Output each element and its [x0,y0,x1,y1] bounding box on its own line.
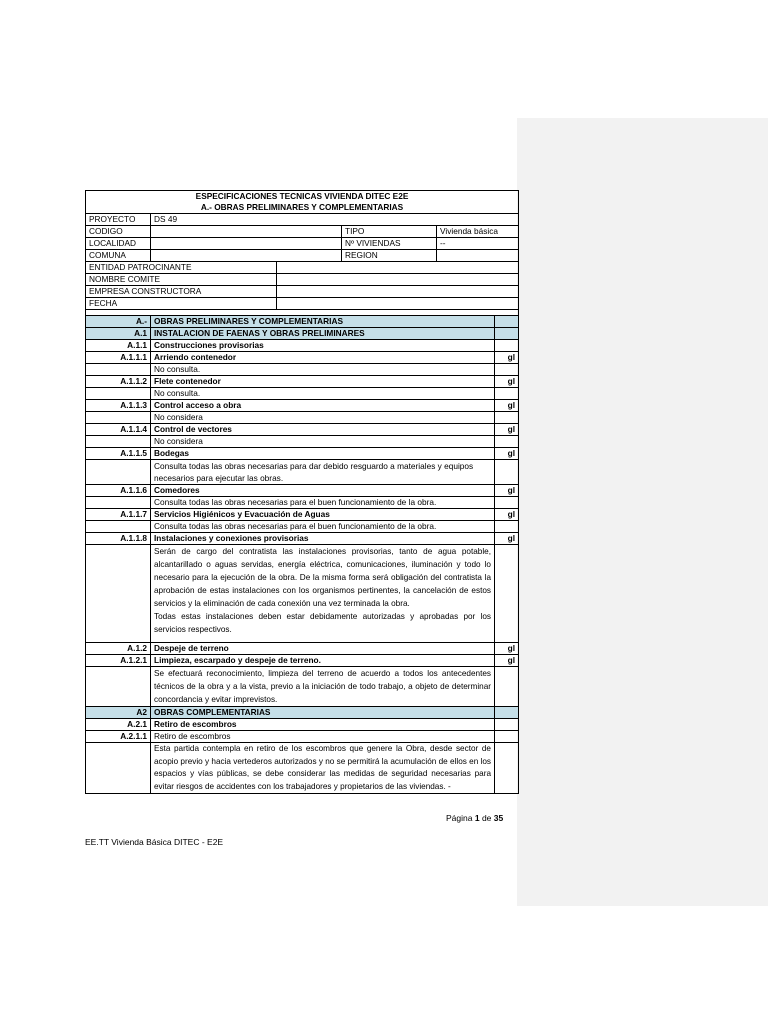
item-note: Consulta todas las obras necesarias para dar debido resguardo a materiales y equipos necesarios para ejecutar las obras. [151,460,495,485]
item-code: A.2.1.1 [86,731,151,743]
empty-cell [495,388,519,400]
region-label: REGION [342,250,437,262]
item-title: Comedores [151,485,495,497]
item-unit: gl [495,533,519,545]
entidad-label: ENTIDAD PATROCINANTE [86,262,277,274]
spec-table [85,190,519,794]
item-title: INSTALACION DE FAENAS Y OBRAS PRELIMINARES [151,328,495,340]
page-total: 35 [493,813,504,823]
localidad-label: LOCALIDAD [86,238,151,250]
empresa-value [277,286,519,298]
item-code: A.2.1 [86,719,151,731]
empty-cell [86,497,151,509]
item-note-block [151,545,495,643]
entidad-value [277,262,519,274]
item-code: A.1.1.1 [86,352,151,364]
item-unit: gl [495,448,519,460]
comite-label: NOMBRE COMITE [86,274,277,286]
item-title: Retiro de escombros [151,731,495,743]
item-note: Se efectuará reconocimiento, limpieza del terreno de acuerdo a todos los antecedentes técnicos de la obra y a la vista, previo a la iniciación de todo trabajo, a objeto de determinar concordancia y evitar imprevistos. [151,667,495,707]
page-current: 1 [474,813,480,823]
empty-cell [86,412,151,424]
item-code: A.1.1.2 [86,376,151,388]
item-unit: gl [495,376,519,388]
empty-cell [495,667,519,707]
item-code: A.1.2 [86,643,151,655]
item-title: OBRAS PRELIMINARES Y COMPLEMENTARIAS [151,316,495,328]
spec-sheet [85,190,518,810]
empty-cell [86,436,151,448]
item-code: A.- [86,316,151,328]
item-unit [495,340,519,352]
localidad-value [151,238,342,250]
item-note: No consulta. [151,364,495,376]
comments-margin [517,118,768,906]
item-unit [495,707,519,719]
item-code: A.1 [86,328,151,340]
empty-cell [495,436,519,448]
empty-cell [495,545,519,643]
codigo-label: CODIGO [86,226,151,238]
comuna-label: COMUNA [86,250,151,262]
item-unit: gl [495,485,519,497]
proyecto-value: DS 49 [151,214,519,226]
empty-cell [86,521,151,533]
document-footer: EE.TT Vivienda Básica DITEC - E2E [85,837,224,847]
comuna-value [151,250,342,262]
item-title: Retiro de escombros [151,719,495,731]
item-title: Control acceso a obra [151,400,495,412]
empty-cell [495,364,519,376]
item-unit [495,731,519,743]
empty-cell [86,364,151,376]
page-number [446,813,503,823]
item-note: Consulta todas las obras necesarias para el buen funcionamiento de la obra. [151,521,495,533]
item-note: No considera [151,436,495,448]
item-unit: gl [495,352,519,364]
item-title: Servicios Higiénicos y Evacuación de Aguas [151,509,495,521]
item-title: Arriendo contenedor [151,352,495,364]
item-unit [495,316,519,328]
item-unit [495,719,519,731]
fecha-value [277,298,519,310]
item-title: OBRAS COMPLEMENTARIAS [151,707,495,719]
item-code: A.1.1.6 [86,485,151,497]
empty-cell [86,743,151,794]
comite-value [277,274,519,286]
item-title: Construcciones provisorias [151,340,495,352]
item-unit: gl [495,424,519,436]
item-code: A.1.2.1 [86,655,151,667]
item-note: Todas estas instalaciones deben estar debidamente autorizadas y aprobadas por los servicios respectivos. [154,612,491,634]
viviendas-value: -- [437,238,519,250]
item-code: A.1.1.7 [86,509,151,521]
item-note: Consulta todas las obras necesarias para el buen funcionamiento de la obra. [151,497,495,509]
item-note: Serán de cargo del contratista las instalaciones provisorias, tanto de agua potable, alcantarillado o aguas servidas, energía eléctrica, comunicaciones, iluminación y todo lo necesario para la ejecución de la obra. De la misma forma será obligación del contratista la aprobación de estas instalaciones con los organismos pertinentes, la cancelación de estos servicios y la eliminación de cada conexión una vez terminada la obra. [154,547,491,608]
item-unit: gl [495,400,519,412]
codigo-value [151,226,342,238]
doc-title: ESPECIFICACIONES TECNICAS VIVIENDA DITEC E2E [86,191,519,203]
item-code: A.1.1 [86,340,151,352]
page-of: de [479,813,494,823]
item-note: No consulta. [151,388,495,400]
item-unit [495,328,519,340]
empty-cell [495,460,519,485]
tipo-value: Vivienda básica [437,226,519,238]
item-title: Despeje de terreno [151,643,495,655]
empty-cell [495,412,519,424]
item-unit: gl [495,509,519,521]
empty-cell [495,521,519,533]
item-code: A.1.1.3 [86,400,151,412]
doc-subtitle: A.- OBRAS PRELIMINARES Y COMPLEMENTARIAS [86,202,519,214]
item-title: Instalaciones y conexiones provisorias [151,533,495,545]
item-title: Limpieza, escarpado y despeje de terreno. [151,655,495,667]
region-value [437,250,519,262]
empty-cell [495,497,519,509]
viviendas-label: Nº VIVIENDAS [342,238,437,250]
fecha-label: FECHA [86,298,277,310]
item-code: A2 [86,707,151,719]
page-prefix: Página [446,813,475,823]
empty-cell [86,460,151,485]
item-unit: gl [495,655,519,667]
empty-cell [495,743,519,794]
item-unit: gl [495,643,519,655]
item-code: A.1.1.5 [86,448,151,460]
item-code: A.1.1.4 [86,424,151,436]
empty-cell [86,388,151,400]
item-note: No considera [151,412,495,424]
item-note: Esta partida contempla en retiro de los escombros que genere la Obra, desde sector de acopio previo y hacia vertederos autorizados y no se permitirá la acumulación de ellos en los espacios y vías públicas, se debe considerar las medidas de seguridad necesarias para evitar riesgos de accidentes con los trabajadores y propietarios de las viviendas. - [151,743,495,794]
item-title: Control de vectores [151,424,495,436]
tipo-label: TIPO [342,226,437,238]
proyecto-label: PROYECTO [86,214,151,226]
empty-cell [86,667,151,707]
item-title: Bodegas [151,448,495,460]
empty-cell [86,545,151,643]
empresa-label: EMPRESA CONSTRUCTORA [86,286,277,298]
item-title: Flete contenedor [151,376,495,388]
item-code: A.1.1.8 [86,533,151,545]
